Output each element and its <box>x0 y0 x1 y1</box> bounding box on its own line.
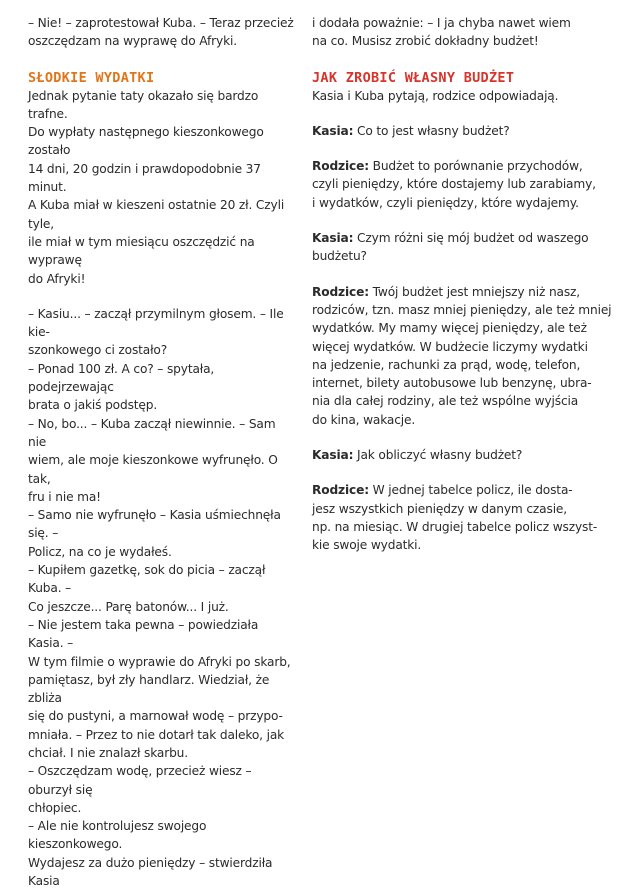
left-column <box>28 14 296 890</box>
left-paragraph: Jednak pytanie taty okazało się bardzo trafne. Do wypłaty następnego kieszonkowego zostało 14 dni, 20 godzin i prawdopodobnie 37 minut. A Kuba miał w kieszeni ostatnie 20 zł. Czyli tyle, ile miał w tym miesiącu oszczędzić na wyprawę do Afryki! <box>28 88 285 286</box>
qa-text: Budżet to porównanie przychodów, czyli pieniędzy, które dostajemy lub zarabiamy, i wydatków, czyli pieniędzy, które wydajemy. <box>312 159 596 210</box>
right-intro: i dodała poważnie: – I ja chyba nawet wiem na co. Musisz zrobić dokładny budżet! <box>312 16 571 49</box>
qa-speaker: Kasia: <box>312 123 354 138</box>
right-column <box>312 14 612 555</box>
qa-text: W jednej tabelce policz, ile dosta- jesz wszystkich pieniędzy w danym czasie, np. na miesiąc. W drugiej tabelce policz wszyst- kie swoje wydatki. <box>312 483 598 553</box>
qa-item <box>312 481 612 554</box>
qa-text: Czym różni się mój budżet od waszego budżetu? <box>312 231 589 264</box>
qa-speaker: Rodzice: <box>312 159 369 174</box>
section-heading-own-budget: JAK ZROBIĆ WŁASNY BUDŻET <box>312 69 515 86</box>
qa-text: Jak obliczyć własny budżet? <box>353 448 523 463</box>
right-lead: Kasia i Kuba pytają, rodzice odpowiadają. <box>312 88 559 103</box>
qa-text: Twój budżet jest mniejszy niż nasz, rodziców, tzn. masz mniej pieniędzy, ale też mniej wydatków. My mamy więcej pieniędzy, ale też więcej wydatków. W budżecie liczymy wydatki na jedzenie, rachunki za prąd, wodę, telefon, internet, bilety autobusowe lub benzynę, ubra- nia dla całej rodziny, ale też wspólne wyjścia do kina, wakacje. <box>312 284 612 427</box>
qa-text: Co to jest własny budżet? <box>353 123 510 138</box>
section-heading-sweet-expenses: SŁODKIE WYDATKI <box>28 69 155 86</box>
qa-speaker: Rodzice: <box>312 284 369 299</box>
qa-item <box>312 122 612 140</box>
qa-item <box>312 283 612 429</box>
left-dialogue: – Kasiu... – zaczął przymilnym głosem. – Ile kie- szonkowego ci zostało? – Ponad 100 zł. A co? – spytała, podejrzewając brata o jakiś podstęp. – No, bo... – Kuba zaczął niewinnie. – Sam nie wiem, ale moje kieszonkowe wyfrunęło. O tak, fru i nie ma! – Samo nie wyfrunęło – Kasia uśmiechnęła się. – Policz, na co je wydałeś. – Kupiłem gazetkę, sok do picia – zaczął Kuba. – Co jeszcze... Parę batonów... I już. – Nie jestem taka pewna – powiedziała Kasia. – W tym filmie o wyprawie do Afryki po skarb, pamiętasz, był zły handlarz. Wiedział, że zbliża się do pustyni, a marnował wodę – przypo- mniała. – Przez to nie dotarł tak daleko, jak chciał. I nie znalazł skarbu. – Oszczędzam wodę, przecież wiesz – oburzył się chłopiec. – Ale nie kontrolujesz swojego kieszonkowego. Wydajesz za dużo pieniędzy – stwierdziła Kasia <box>28 306 291 889</box>
qa-item <box>312 229 612 266</box>
qa-speaker: Kasia: <box>312 448 354 463</box>
left-intro: – Nie! – zaprotestował Kuba. – Teraz przecież oszczędzam na wyprawę do Afryki. <box>28 16 294 49</box>
qa-item <box>312 157 612 212</box>
qa-item <box>312 446 612 464</box>
qa-speaker: Rodzice: <box>312 483 369 498</box>
qa-speaker: Kasia: <box>312 231 354 246</box>
